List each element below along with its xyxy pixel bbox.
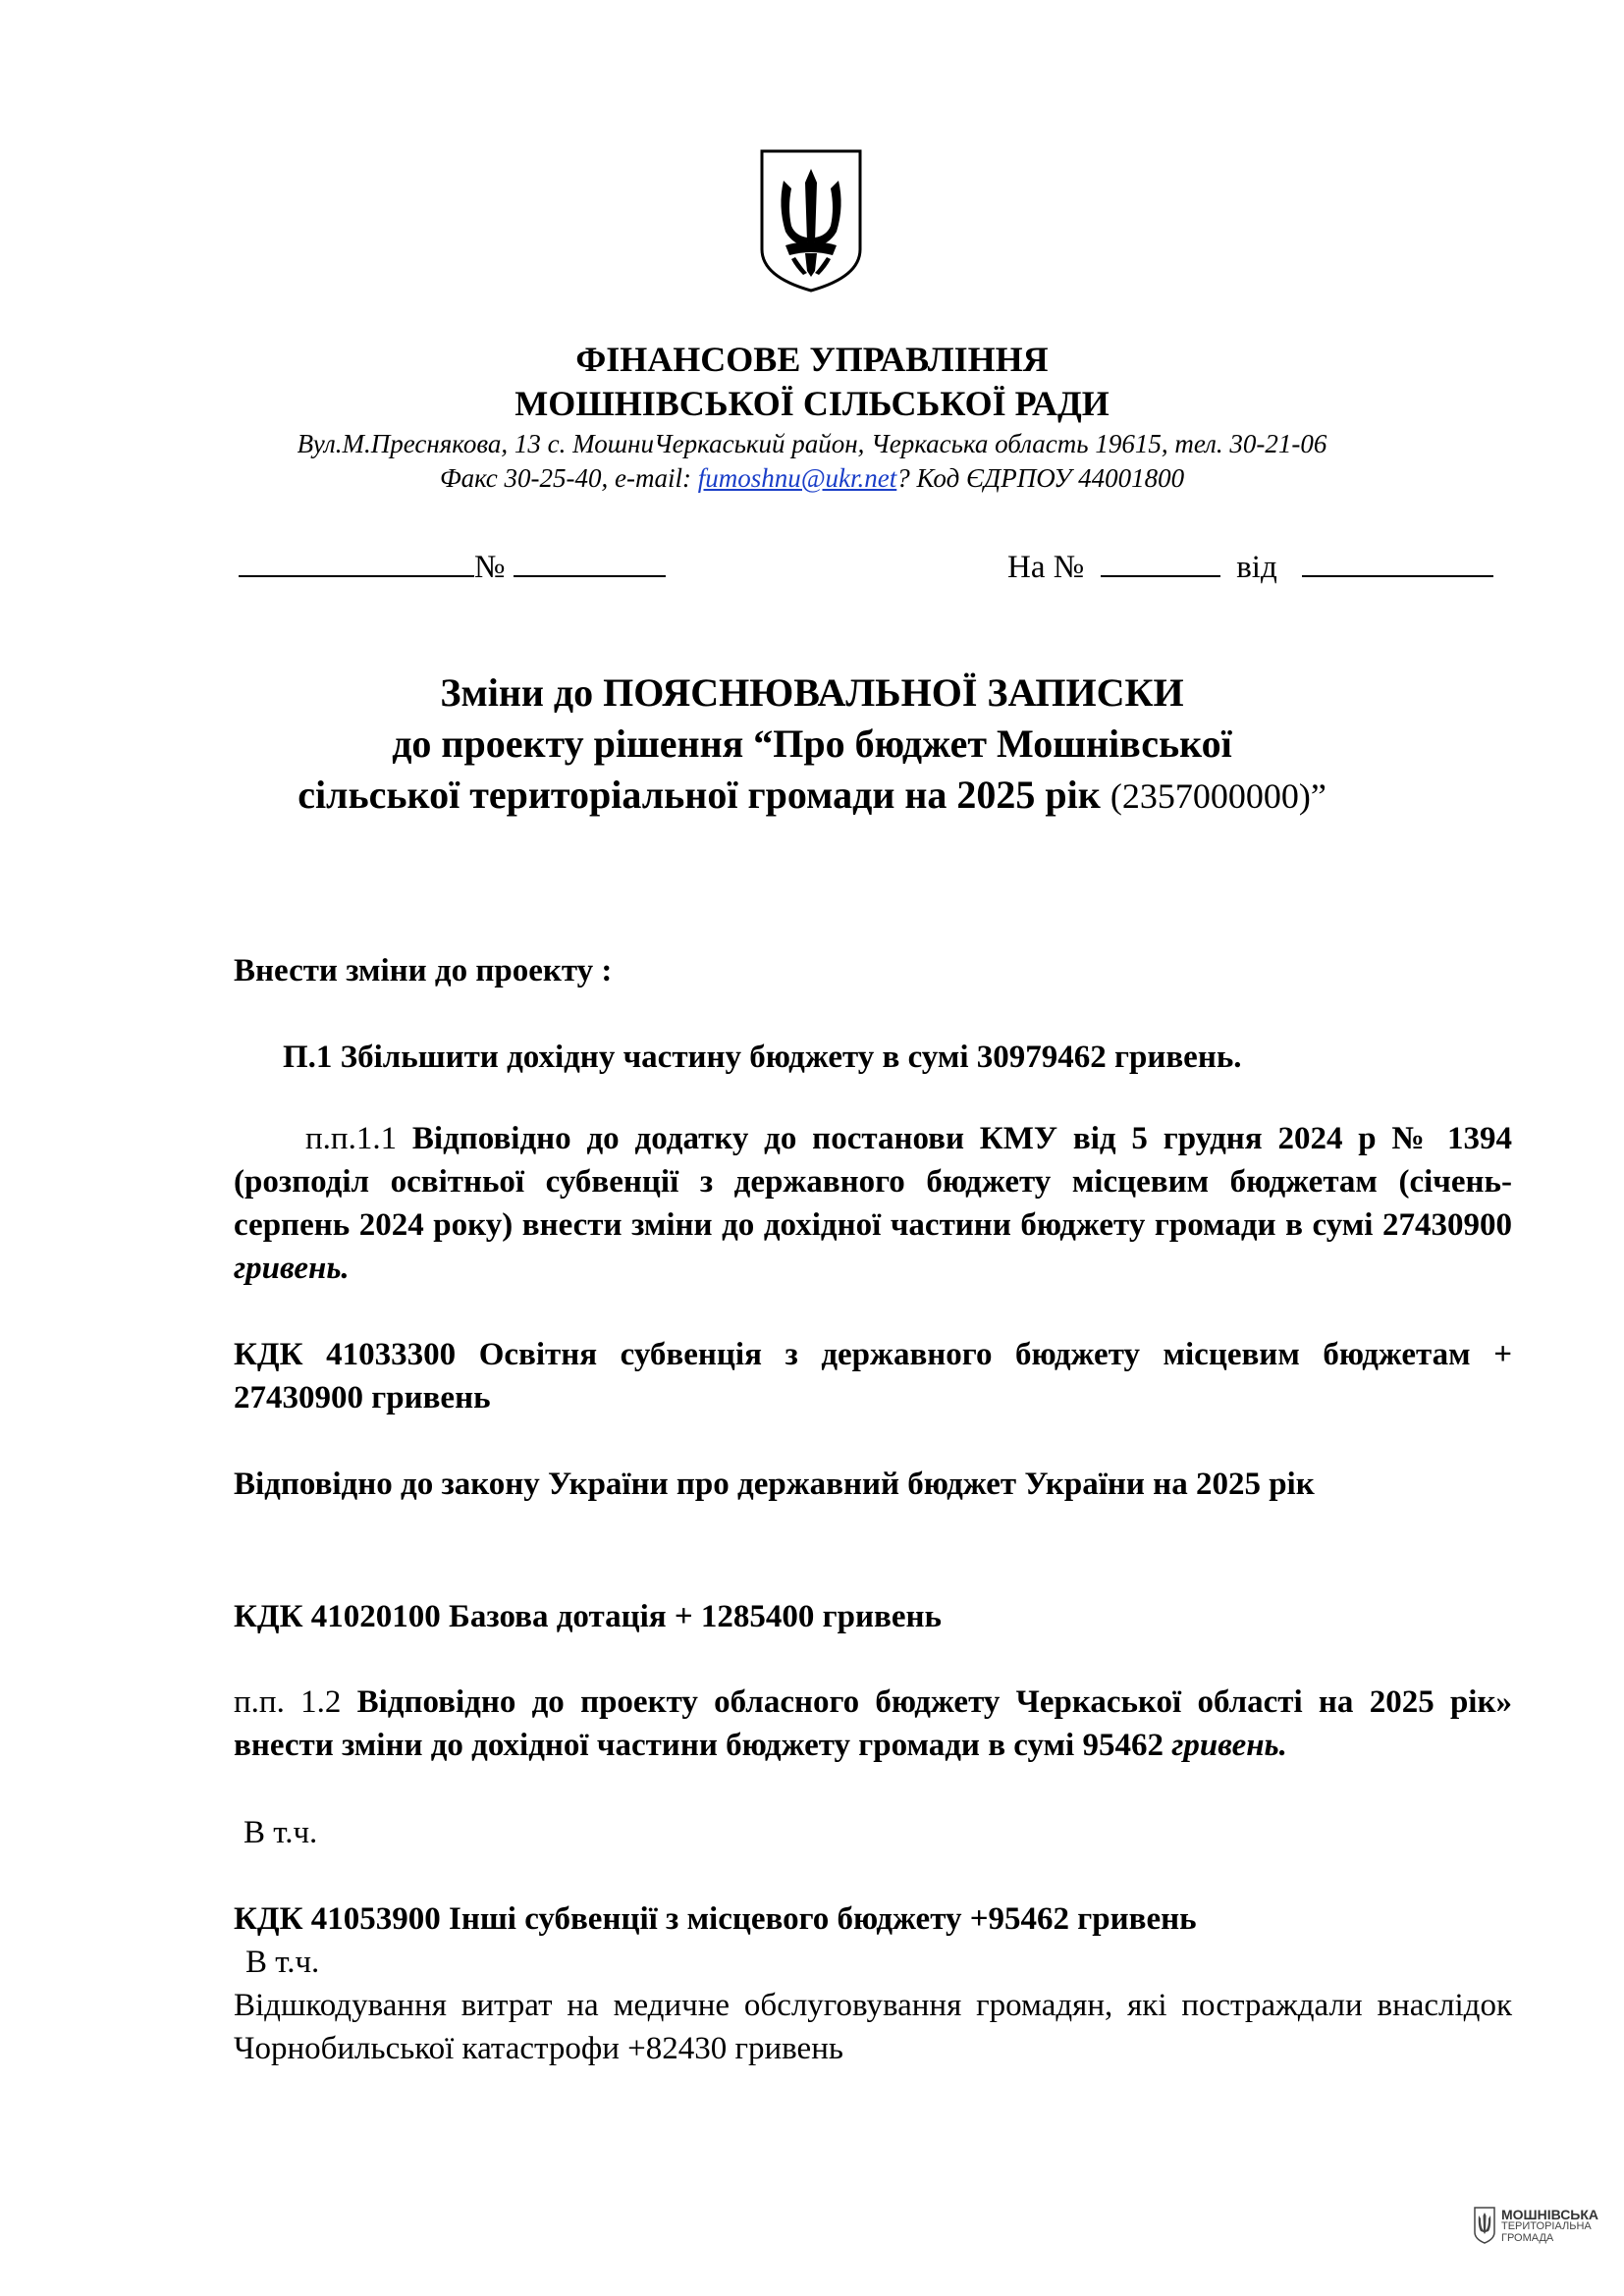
intro-text: Внести зміни до проекту : (234, 953, 613, 988)
outgoing-reference (239, 550, 666, 586)
document-title (0, 667, 1624, 822)
budget-code: (2357000000) (1110, 776, 1311, 816)
organization-name: ФІНАНСОВЕ УПРАВЛІННЯ (575, 340, 1049, 379)
organization-subname: МОШНІВСЬКОЇ СІЛЬСЬКОЇ РАДИ (514, 384, 1110, 423)
from-label: від (1236, 550, 1277, 585)
subpoint-1-1: п.п.1.1 Відповідно до додатку до постанови КМУ від 5 грудня 2024 р № 1394 (розподіл освітньої субвенції з державного бюджету місцевим бюджетам (січень-серпень 2024 року) внести зміни до дохідної частини бюджету громади в сумі 27430900 гривень. (234, 1121, 1512, 1286)
contact-line (0, 463, 1624, 494)
community-logo (1474, 2205, 1599, 2254)
kdk-41033300: КДК 41033300 Освітня субвенція з державного бюджету місцевим бюджетам + 27430900 гривень (234, 1337, 1512, 1415)
including-label-1: В т.ч. (244, 1815, 318, 1850)
number-sign: № (474, 550, 506, 585)
kdk-41053900: КДК 41053900 Інші субвенції з місцевого бюджету +95462 гривень (234, 1901, 1197, 1937)
incoming-number-blank (1101, 550, 1220, 577)
incoming-date-blank (1302, 550, 1493, 577)
compensation-text: Відшкодування витрат на медичне обслуговування громадян, які постраждали внаслідок Чорнобильської катастрофи +82430 гривень (234, 1988, 1512, 2066)
in-reply-label: На № (1007, 550, 1085, 585)
email-link[interactable]: fumoshnu@ukr.net (697, 463, 897, 493)
address-line: Вул.М.Преснякова, 13 с. МошниЧеркаський район, Черкаська область 19615, тел. 30-21-06 (297, 429, 1327, 458)
title-line-3: сільської територіальної громади на 2025 рік (2357000000)” (298, 773, 1326, 817)
title-line-1: Зміни до ПОЯСНЮВАЛЬНОЇ ЗАПИСКИ (440, 670, 1184, 715)
fax-text: Факс 30-25-40, e-mail: (439, 463, 698, 493)
including-label-2: В т.ч. (245, 1945, 320, 1980)
point-1: П.1 Збільшити дохідну частину бюджету в сумі 30979462 гривень. (283, 1040, 1242, 1075)
title-line-2: до проекту рішення “Про бюджет Мошнівської (392, 721, 1232, 766)
logo-text: МОШНІВСЬКА ТЕРИТОРІАЛЬНА ГРОМАДА (1501, 2207, 1599, 2244)
subpoint-1-2: п.п. 1.2 Відповідно до проекту обласного бюджету Черкаської області на 2025 рік» внести зміни до дохідної частини бюджету громади в сумі 95462 гривень. (234, 1684, 1512, 1763)
date-blank (239, 550, 474, 577)
kdk-41020100: КДК 41020100 Базова дотація + 1285400 гривень (234, 1599, 942, 1634)
edrpou-text: ? Код ЄДРПОУ 44001800 (896, 463, 1185, 493)
incoming-reference (1007, 550, 1493, 586)
trident-icon (1474, 2207, 1495, 2244)
law-reference: Відповідно до закону України про державний бюджет України на 2025 рік (234, 1467, 1315, 1502)
number-blank (514, 550, 666, 577)
coat-of-arms-icon (756, 147, 866, 294)
